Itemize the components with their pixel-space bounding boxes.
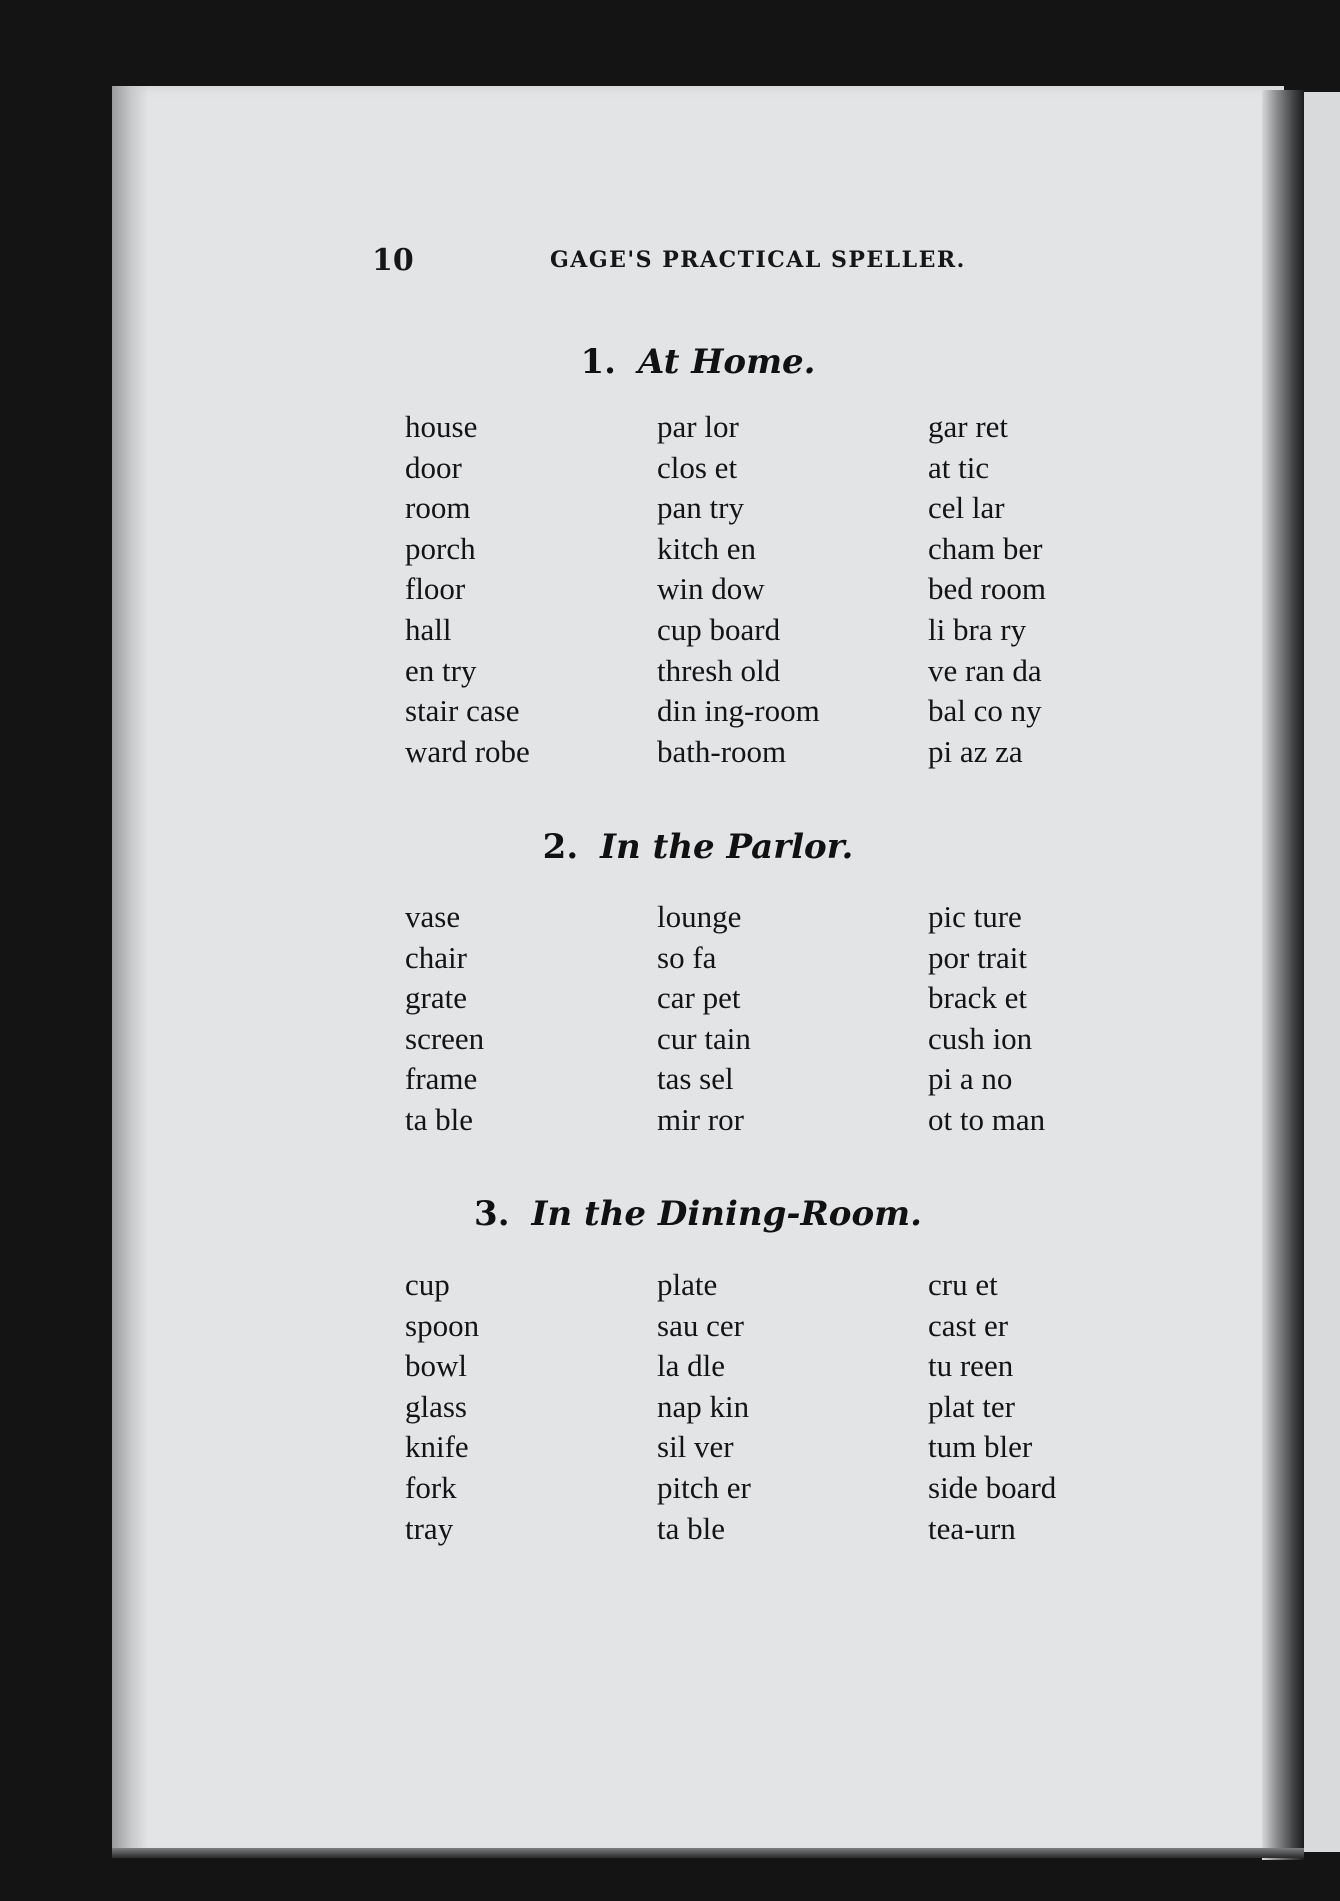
word-column-1	[405, 407, 530, 772]
word: cup	[405, 1267, 450, 1302]
word: plate	[657, 1267, 718, 1302]
word: mir ror	[657, 1101, 744, 1137]
word: grate	[405, 980, 467, 1016]
word: side board	[928, 1469, 1057, 1505]
page-number: 10	[372, 243, 414, 278]
word: at tic	[928, 449, 990, 485]
word: pi a no	[928, 1061, 1013, 1097]
adjacent-page-edge	[1304, 92, 1340, 1852]
word-column-2	[657, 897, 751, 1141]
word: stair case	[405, 693, 520, 729]
word-column-3	[928, 897, 1045, 1141]
word: clos et	[657, 449, 738, 485]
word: fork	[405, 1469, 457, 1505]
word: ta ble	[657, 1510, 725, 1546]
word: par lor	[657, 409, 739, 444]
word-column-3	[928, 1265, 1056, 1549]
word: cel lar	[928, 490, 1005, 526]
word: cur tain	[657, 1020, 751, 1056]
word: cush ion	[928, 1020, 1033, 1056]
section-number: 1.	[580, 342, 616, 382]
word: ot to man	[928, 1101, 1046, 1137]
word: cru et	[928, 1267, 998, 1302]
word: la dle	[657, 1348, 725, 1384]
running-head	[372, 243, 992, 283]
word-column-2	[657, 1265, 751, 1549]
section-heading-at-home	[112, 342, 1284, 382]
word: vase	[405, 899, 461, 934]
word: gar ret	[928, 409, 1009, 444]
word: room	[405, 490, 471, 526]
word: li bra ry	[928, 611, 1027, 647]
word: din ing-room	[657, 693, 820, 729]
word: frame	[405, 1061, 478, 1097]
word-column-3	[928, 407, 1046, 772]
word: sil ver	[657, 1429, 734, 1465]
word: cast er	[928, 1307, 1009, 1343]
section-title: In the Dining-Room.	[531, 1194, 922, 1234]
word: tum bler	[928, 1429, 1033, 1465]
word: car pet	[657, 980, 741, 1016]
word-column-2	[657, 407, 820, 772]
word: glass	[405, 1388, 467, 1424]
word: screen	[405, 1020, 485, 1056]
word: bal co ny	[928, 693, 1042, 729]
word: nap kin	[657, 1388, 750, 1424]
word: bed room	[928, 571, 1046, 607]
word: lounge	[657, 899, 742, 934]
word: plat ter	[928, 1388, 1015, 1424]
word: tea-urn	[928, 1510, 1016, 1546]
word: porch	[405, 530, 476, 566]
word: por trait	[928, 939, 1027, 975]
section-number: 3.	[474, 1194, 510, 1234]
word: tu reen	[928, 1348, 1014, 1384]
section-heading-in-the-parlor	[112, 827, 1284, 867]
word: tray	[405, 1510, 454, 1546]
word: cham ber	[928, 530, 1043, 566]
word: pi az za	[928, 733, 1023, 769]
word: sau cer	[657, 1307, 744, 1343]
page-bottom-edge	[112, 1848, 1304, 1858]
word: cup board	[657, 611, 781, 647]
word: brack et	[928, 980, 1027, 1016]
word: house	[405, 409, 478, 444]
word: pan try	[657, 490, 744, 526]
word: pic ture	[928, 899, 1022, 934]
word: chair	[405, 939, 467, 975]
section-number: 2.	[542, 827, 579, 867]
running-title: GAGE'S PRACTICAL SPELLER.	[550, 247, 966, 273]
section-title: In the Parlor.	[600, 827, 854, 867]
word-column-1	[405, 897, 484, 1141]
word: hall	[405, 611, 452, 647]
word: so fa	[657, 939, 717, 975]
word: ward robe	[405, 733, 530, 769]
word: floor	[405, 571, 466, 607]
word: tas sel	[657, 1061, 734, 1097]
section-title: At Home.	[637, 342, 816, 382]
section-heading-in-the-dining-room	[112, 1194, 1284, 1234]
word: pitch er	[657, 1469, 751, 1505]
word: knife	[405, 1429, 469, 1465]
word: spoon	[405, 1307, 480, 1343]
word: bath-room	[657, 733, 787, 769]
word: ve ran da	[928, 652, 1042, 688]
word-column-1	[405, 1265, 479, 1549]
word: kitch en	[657, 530, 756, 566]
word: en try	[405, 652, 477, 688]
word: thresh old	[657, 652, 781, 688]
word: ta ble	[405, 1101, 473, 1137]
word: door	[405, 449, 462, 485]
word: win dow	[657, 571, 765, 607]
word: bowl	[405, 1348, 467, 1384]
